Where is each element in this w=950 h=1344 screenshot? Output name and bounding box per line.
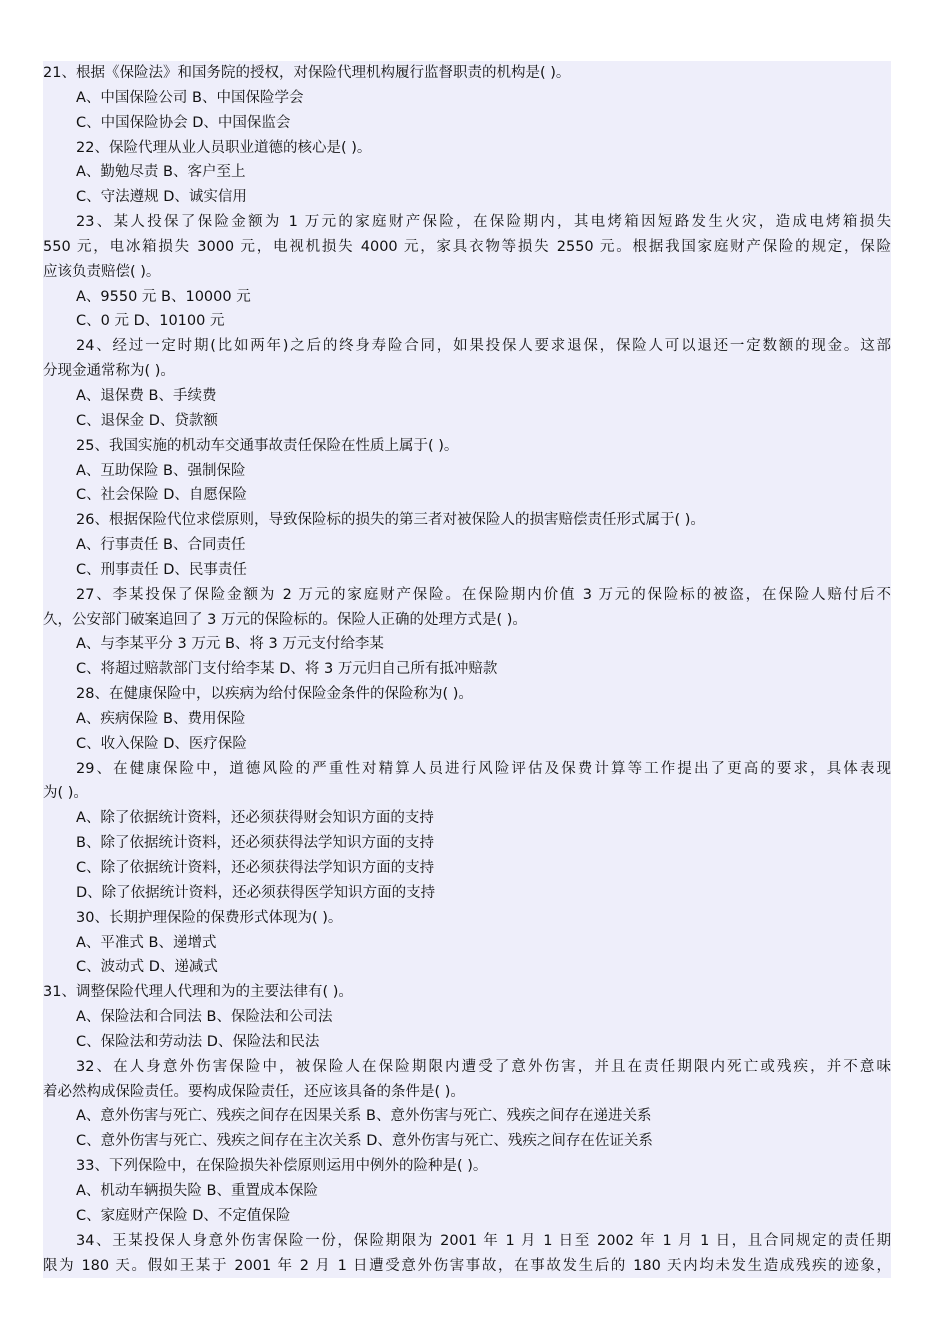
text-line: C、意外伤害与死亡、残疾之间存在主次关系 D、意外伤害与死亡、残疾之间存在佐证关系	[76, 1133, 653, 1150]
text-line: 分现金通常称为( )。	[43, 363, 175, 380]
text-line: C、收入保险 D、医疗保险	[76, 735, 247, 752]
text-line: A、保险法和合同法 B、保险法和公司法	[76, 1009, 333, 1026]
text-line: C、除了依据统计资料，还必须获得法学知识方面的支持	[76, 860, 435, 876]
text-line: A、机动车辆损失险 B、重置成本保险	[76, 1182, 318, 1199]
text-line: 29、在健康保险中，道德风险的严重性对精算人员进行风险评估及保费计算等工作提出了更高的要求，具体表现	[76, 760, 891, 777]
text-line: 22、保险代理从业人员职业道德的核心是( )。	[76, 139, 372, 156]
text-line: 33、下列保险中，在保险损失补偿原则运用中例外的险种是( )。	[76, 1158, 488, 1175]
text-line: C、波动式 D、递减式	[76, 959, 218, 976]
text-line: 着必然构成保险责任。要构成保险责任，还应该具备的条件是( )。	[43, 1083, 465, 1100]
text-line: A、平准式 B、递增式	[76, 934, 217, 951]
text-line: 25、我国实施的机动车交通事故责任保险在性质上属于( )。	[76, 437, 459, 454]
text-line: 24、经过一定时期(比如两年)之后的终身寿险合同，如果投保人要求退保，保险人可以退还一定数额的现金。这部	[76, 338, 891, 355]
text-line: 久，公安部门破案追回了 3 万元的保险标的。保险人正确的处理方式是( )。	[43, 611, 527, 628]
text-line: A、中国保险公司 B、中国保险学会	[76, 89, 304, 106]
text-line: A、勤勉尽责 B、客户至上	[76, 164, 246, 181]
text-line: 21、根据《保险法》和国务院的授权，对保险代理机构履行监督职责的机构是( )。	[43, 65, 571, 81]
text-line: 550 元，电冰箱损失 3000 元，电视机损失 4000 元，家具衣物等损失 2550 元。根据我国家庭财产保险的规定，保险	[43, 238, 891, 255]
text-line: B、除了依据统计资料，还必须获得法学知识方面的支持	[76, 835, 434, 852]
text-line: C、刑事责任 D、民事责任	[76, 561, 247, 578]
text-line: 限为 180 天。假如王某于 2001 年 2 月 1 日遭受意外伤害事故，在事故发生后的 180 天内均未发生造成残疾的迹象，	[43, 1257, 891, 1274]
text-line: C、社会保险 D、自愿保险	[76, 487, 247, 504]
text-line: A、9550 元 B、10000 元	[76, 288, 251, 305]
text-line: C、家庭财产保险 D、不定值保险	[76, 1207, 291, 1224]
text-line: C、退保金 D、贷款额	[76, 412, 218, 429]
text-line: A、退保费 B、手续费	[76, 387, 217, 404]
text-line: A、行事责任 B、合同责任	[76, 537, 246, 554]
document-page	[43, 61, 891, 1278]
text-line: 28、在健康保险中，以疾病为给付保险金条件的保险称为( )。	[76, 686, 473, 703]
text-line: D、除了依据统计资料，还必须获得医学知识方面的支持	[76, 884, 436, 901]
text-line: A、意外伤害与死亡、残疾之间存在因果关系 B、意外伤害与死亡、残疾之间存在递进关系	[76, 1108, 652, 1125]
text-line: C、保险法和劳动法 D、保险法和民法	[76, 1033, 320, 1050]
text-line: 为( )。	[43, 785, 88, 802]
text-line: 31、调整保险代理人代理和为的主要法律有( )。	[43, 984, 353, 1001]
text-line: 26、根据保险代位求偿原则，导致保险标的损失的第三者对被保险人的损害赔偿责任形式属于( )。	[76, 512, 705, 529]
text-line: 27、李某投保了保险金额为 2 万元的家庭财产保险。在保险期内价值 3 万元的保险标的被盗，在保险人赔付后不	[76, 586, 891, 603]
text-line: C、守法遵规 D、诚实信用	[76, 189, 247, 206]
text-line: A、互助保险 B、强制保险	[76, 462, 246, 479]
text-line: A、疾病保险 B、费用保险	[76, 710, 246, 727]
text-line: 34、王某投保人身意外伤害保险一份，保险期限为 2001 年 1 月 1 日至 2002 年 1 月 1 日，且合同规定的责任期	[76, 1232, 891, 1249]
text-line: A、与李某平分 3 万元 B、将 3 万元支付给李某	[76, 636, 384, 653]
text-line: 23、某人投保了保险金额为 1 万元的家庭财产保险，在保险期内，其电烤箱因短路发生火灾，造成电烤箱损失	[76, 214, 891, 231]
text-line: 30、长期护理保险的保费形式体现为( )。	[76, 909, 343, 926]
text-line: 应该负责赔偿( )。	[43, 263, 161, 280]
text-line: C、0 元 D、10100 元	[76, 313, 225, 330]
text-line: 32、在人身意外伤害保险中，被保险人在保险期限内遭受了意外伤害，并且在责任期限内死亡或残疾，并不意味	[76, 1058, 891, 1075]
text-line: C、中国保险协会 D、中国保监会	[76, 114, 291, 131]
text-line: C、将超过赔款部门支付给李某 D、将 3 万元归自己所有抵冲赔款	[76, 661, 498, 678]
text-line: A、除了依据统计资料，还必须获得财会知识方面的支持	[76, 810, 434, 827]
